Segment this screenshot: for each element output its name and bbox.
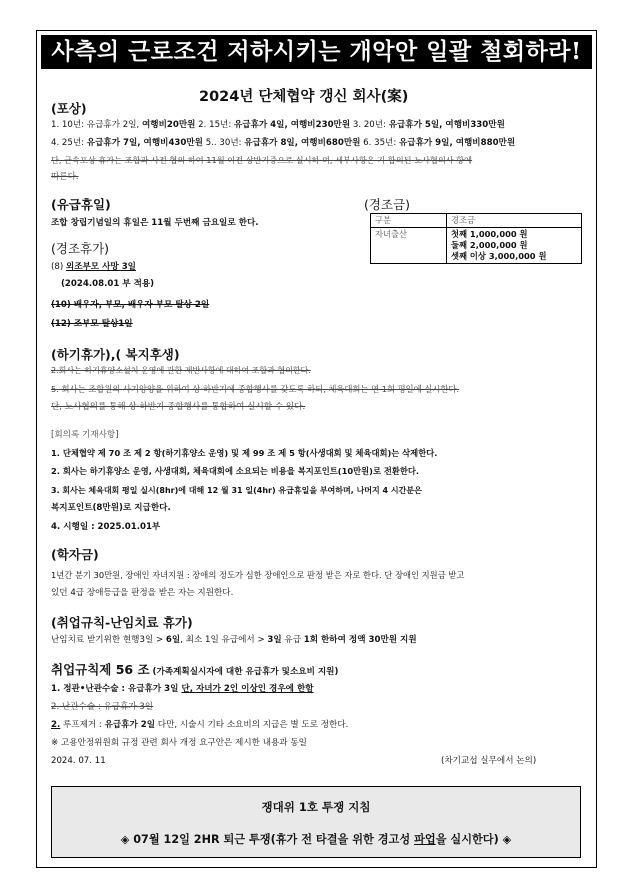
table-row (371, 228, 582, 264)
rule56-item-2-struck: 2. 난관수술 : 유급휴가 3일 (51, 702, 154, 712)
slogan-banner: 사측의 근로조건 저하시키는 개악안 일괄 철회하라! (41, 35, 592, 69)
tuition-line-1: 1년간 분기 30만원, 장애인 자녀지원 : 장애의 정도가 심한 장애인으로 판정 받은 자로 한다. 단 장애인 지원금 받고 (51, 570, 465, 580)
paid-holiday-heading: (유급휴일) (51, 197, 111, 212)
tuition-line-2: 있던 4급 장애등급을 판정을 받은 자는 지원한다. (51, 588, 234, 598)
table-header-row (371, 214, 582, 228)
strike-directive-box (51, 786, 581, 858)
reward-heading: (포상) (51, 101, 87, 116)
summer-struck-line-2: 5. 회사는 조합원의 사기앙양을 위하여 상·하반기에 종합행사를 갖도록 하되, 체육대회는 연 1회 평일에 실시한다. (51, 384, 460, 394)
reward-condition-line-2: 따른다. (51, 172, 79, 182)
condolence-item-10: (10) 배우자, 부모, 배우자 부모 탈상 2일 (51, 300, 210, 310)
document-page (36, 30, 597, 868)
condolence-item-12: (12) 조부모 탈상1일 (51, 319, 133, 329)
table-header-category: 구분 (371, 214, 447, 228)
document-date: 2024. 07. 11 (51, 756, 106, 766)
minutes-label: [회의록 기재사항] (51, 430, 119, 440)
reward-line-1: 1. 10년: 유급휴가 2일, 여행비20만원 2. 15년: 유급휴가 4일, 여행비230만원 3. 20년: 유급휴가 5일, 여행비330만원 (51, 120, 505, 130)
strike-directive-text: ◈ 07월 12일 2HR 퇴근 투쟁(휴가 전 타결을 위한 경고성 파업을 실시한다) ◈ (120, 833, 512, 846)
condolence-money-table (370, 213, 582, 264)
condolence-item-8-note: (2024.08.01 부 적용) (61, 279, 155, 289)
summer-struck-line-3: 단, 노사협의를 통해 상·하반기 종합행사를 통합하여 실시할 수 있다. (51, 402, 306, 412)
tuition-heading: (학자금) (51, 547, 99, 562)
paid-holiday-text: 조합 창립기념일의 휴일은 11월 두번째 금요일로 한다. (51, 218, 259, 228)
minutes-item-3a: 3. 회사는 체육대회 평일 실시(8hr)에 대해 12 월 31 일(4hr) 유급휴일을 부여하며, 나머지 4 시간분은 (51, 486, 422, 495)
summer-struck-line-1: 2.회사는 하기휴양소설치 운영에 관한 제반사항에 대하여 조합과 협의한다. (51, 366, 311, 375)
table-cell-amounts: 첫째 1,000,000 원 둘째 2,000,000 원 셋째 이상 3,000,000 원 (447, 228, 582, 264)
strike-directive-title: 쟁대위 1호 투쟁 지침 (261, 800, 371, 814)
minutes-item-1: 1. 단체협약 제 70 조 제 2 항(하기휴양소 운영) 및 제 99 조 제 5 항(사생대회 및 체육대회)는 삭제한다. (51, 448, 438, 458)
rule56-heading: 취업규칙제 56 조 (가족계획실시자에 대한 유급휴가 및소요비 지원) (51, 662, 339, 677)
table-header-amount: 경조금 (447, 214, 582, 228)
table-cell-childbirth: 자녀출산 (371, 228, 447, 264)
document-title: 2024년 단체협약 갱신 회사(案) (199, 89, 409, 105)
minutes-item-3b: 복지포인트(8만원)로 지급한다. (51, 503, 171, 513)
rule56-item-2: 2. 루프제거 : 유급휴가 2일 다만, 시술시 기타 소요비의 지급은 별 도로 정한다. (51, 720, 349, 730)
condolence-leave-heading: (경조휴가) (51, 241, 110, 256)
infertility-heading: (취업규칙-난임치료 휴가) (51, 615, 193, 630)
reward-condition-line-1: 단, 근속포상 휴가는 조합과 사전 협의 하여 11월 이전 상반기중으로 실시하 며, 세부사항은 기 합의된 노사협의사 항에 (51, 155, 473, 165)
reward-line-2: 4. 25년: 유급휴가 7일, 여행비430만원 5.. 30년: 유급휴가 8일, 여행비680만원 6. 35년: 유급휴가 9일, 여행비880만원 (51, 138, 516, 148)
rule56-note: ※ 고용안정위원회 규정 관련 회사 개정 요구안은 제시한 내용과 동일 (51, 738, 307, 748)
condolence-item-8: (8) 외조부모 사망 3일 (51, 262, 136, 272)
minutes-item-2: 2. 회사는 하기휴양소 운영, 사생대회, 체육대회에 소요되는 비용을 복지포인트(10만원)로 전환한다. (51, 466, 420, 476)
rule56-item-1: 1. 정관•난관수술 : 유급휴가 3일 단, 자녀가 2인 이상인 경우에 한함 (51, 684, 314, 694)
minutes-item-4: 4. 시행일 : 2025.01.01부 (51, 522, 161, 532)
condolence-money-heading: (경조금) (364, 197, 410, 212)
infertility-text: 난임치료 받기위한 현행3일 > 6일, 최소 1일 유급에서 > 3일 유급 1회 한하여 정액 30만원 지원 (51, 635, 417, 645)
next-negotiation-note: (차기교섭 실무에서 논의) (441, 756, 537, 766)
summer-welfare-heading: (하기휴가),( 복지후생) (51, 347, 180, 362)
